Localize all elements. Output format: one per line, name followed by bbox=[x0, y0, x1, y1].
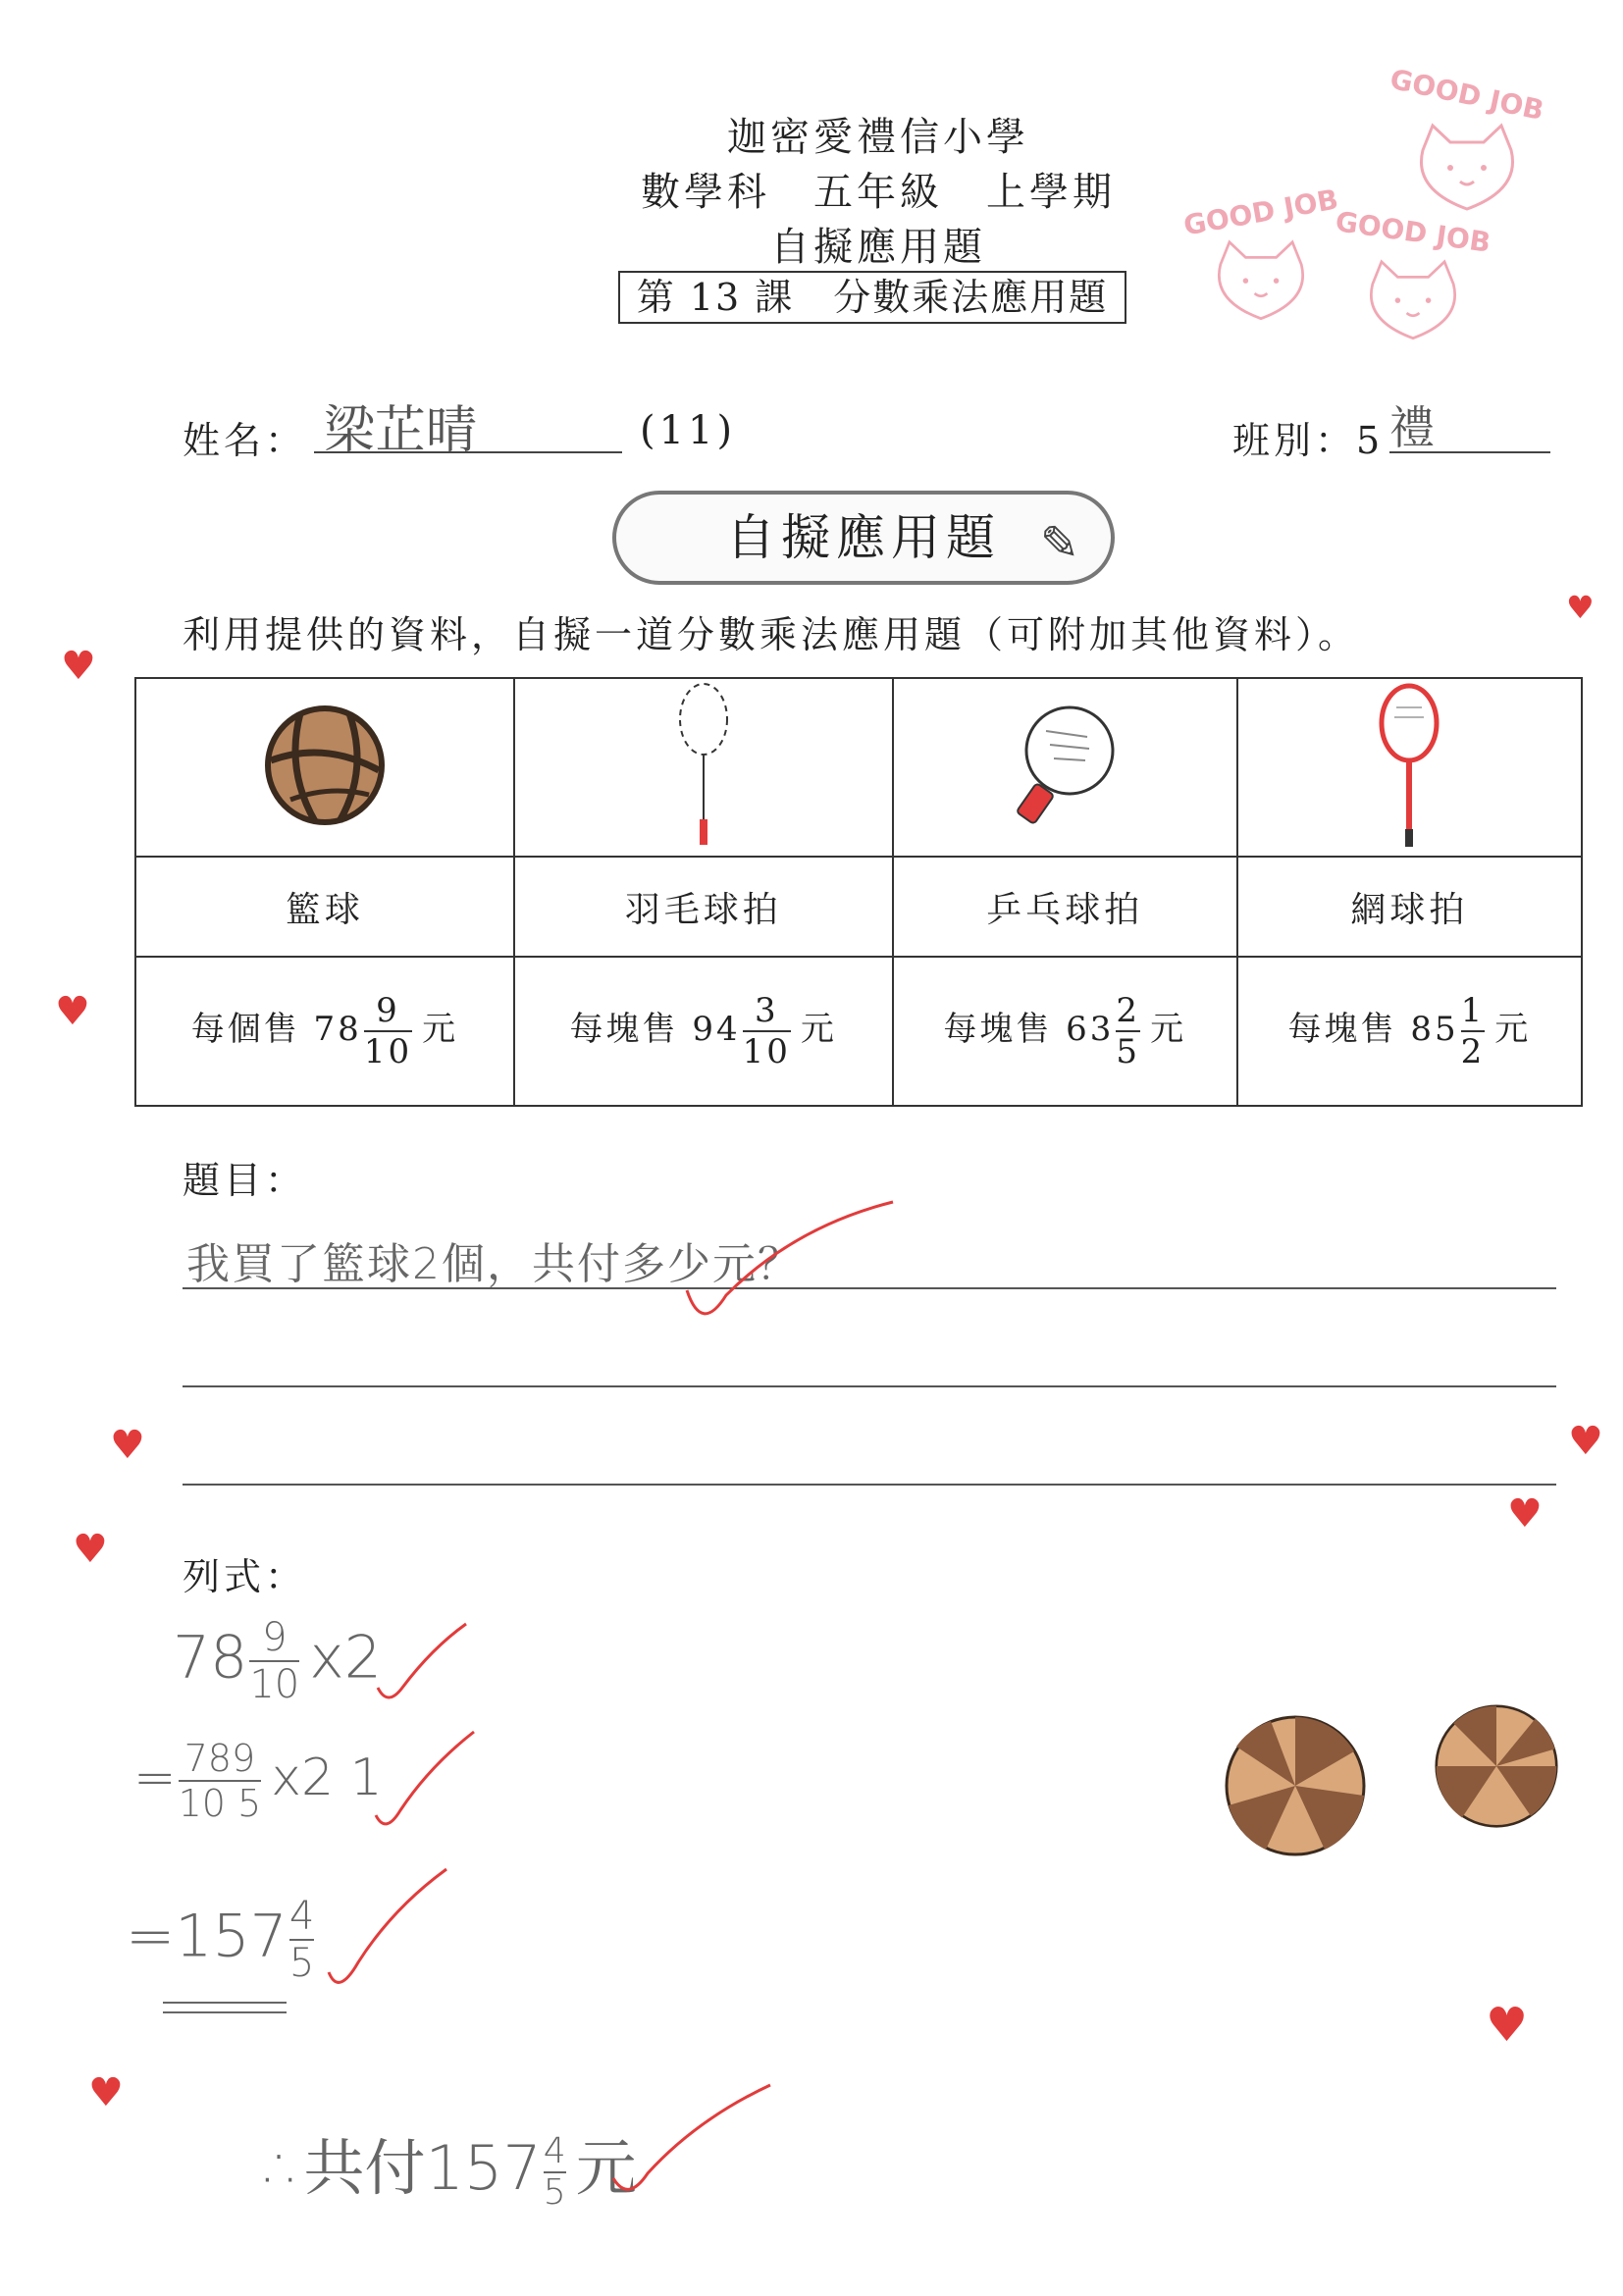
heart-icon: ♥ bbox=[1568, 1419, 1603, 1464]
item-name: 籃球 bbox=[135, 857, 514, 957]
ping-pong-paddle-icon bbox=[1011, 702, 1119, 829]
fraction-denominator: 10 5 bbox=[178, 1782, 262, 1825]
worksheet-type: 自擬應用題 bbox=[770, 225, 986, 270]
price-prefix: 每塊售 bbox=[943, 1010, 1053, 1049]
price-prefix: 每塊售 bbox=[1287, 1010, 1397, 1049]
item-image-cell bbox=[135, 678, 514, 857]
fraction-denominator: 10 bbox=[742, 1032, 791, 1071]
price-unit: 元 bbox=[1494, 1010, 1532, 1049]
stamp-text: GOOD JOB bbox=[1387, 62, 1547, 128]
working-step-1[interactable] bbox=[173, 1615, 382, 1707]
badminton-racket-icon bbox=[674, 682, 733, 849]
step-suffix: x2 bbox=[309, 1623, 382, 1693]
price-fraction bbox=[364, 991, 412, 1071]
price-whole: 63 bbox=[1066, 1010, 1115, 1049]
answer-line[interactable] bbox=[183, 1385, 1556, 1387]
question-label: 題目： bbox=[183, 1159, 307, 1202]
working-step-3[interactable] bbox=[126, 1894, 324, 1986]
subject-line: 數學科 五年級 上學期 bbox=[641, 170, 1116, 215]
price-unit: 元 bbox=[422, 1010, 459, 1049]
fraction-numerator: 789 bbox=[183, 1737, 256, 1780]
fraction-numerator: 4 bbox=[543, 2131, 566, 2171]
item-price bbox=[1237, 957, 1582, 1106]
fraction-numerator: 3 bbox=[754, 991, 779, 1030]
price-fraction bbox=[743, 991, 791, 1071]
section-title-text: 自擬應用題 bbox=[726, 509, 1001, 566]
heart-icon: ♥ bbox=[88, 2070, 124, 2115]
section-title bbox=[612, 491, 1115, 585]
pencil-icon: ✎ bbox=[1039, 516, 1085, 571]
student-number: (11) bbox=[640, 408, 737, 453]
item-name: 羽毛球拍 bbox=[514, 857, 893, 957]
question-answer[interactable]: 我買了籃球2個，共付多少元？ bbox=[186, 1239, 803, 1289]
answer-whole: 157 bbox=[425, 2132, 542, 2204]
tennis-racket-icon bbox=[1375, 682, 1443, 849]
stamp-text: GOOD JOB bbox=[1333, 205, 1493, 259]
step-whole: 157 bbox=[175, 1902, 288, 1971]
heart-icon: ♥ bbox=[61, 644, 96, 689]
fraction-denominator: 10 bbox=[249, 1662, 300, 1707]
heart-icon: ♥ bbox=[1486, 1998, 1529, 2053]
school-name: 迦密愛禮信小學 bbox=[727, 115, 1029, 160]
class-label: 班別：5 bbox=[1232, 419, 1385, 462]
heart-icon: ♥ bbox=[110, 1423, 145, 1468]
price-fraction bbox=[1116, 991, 1140, 1071]
fraction-denominator: 5 bbox=[543, 2172, 566, 2213]
stamp-good-job-2 bbox=[1178, 183, 1344, 343]
price-unit: 元 bbox=[1150, 1010, 1187, 1049]
price-prefix: 每塊售 bbox=[569, 1010, 679, 1049]
step-fraction bbox=[289, 1894, 314, 1986]
item-image-cell bbox=[514, 678, 893, 857]
final-answer[interactable] bbox=[265, 2119, 637, 2213]
fraction-numerator: 4 bbox=[288, 1894, 315, 1939]
basketball-drawing-icon bbox=[1217, 1707, 1374, 1864]
basketball-drawing-icon bbox=[1428, 1697, 1565, 1835]
item-name: 網球拍 bbox=[1237, 857, 1582, 957]
stamp-good-job-3 bbox=[1330, 205, 1496, 363]
fraction-denominator: 5 bbox=[288, 1941, 315, 1986]
step-prefix: = bbox=[126, 1902, 176, 1971]
item-price bbox=[514, 957, 893, 1106]
working-step-2[interactable] bbox=[133, 1737, 383, 1825]
heart-icon: ♥ bbox=[1566, 589, 1595, 626]
fraction-numerator: 1 bbox=[1460, 991, 1486, 1030]
price-whole: 94 bbox=[692, 1010, 741, 1049]
double-underline bbox=[163, 2002, 287, 2013]
price-unit: 元 bbox=[800, 1010, 837, 1049]
heart-icon: ♥ bbox=[55, 989, 90, 1034]
check-mark-icon bbox=[371, 1727, 479, 1835]
item-image-cell bbox=[1237, 678, 1582, 857]
item-price bbox=[893, 957, 1237, 1106]
cat-face-icon bbox=[1187, 229, 1335, 337]
name-field[interactable] bbox=[314, 389, 622, 460]
heart-icon: ♥ bbox=[1507, 1491, 1543, 1537]
stamp-text: GOOD JOB bbox=[1180, 183, 1341, 242]
cat-face-icon bbox=[1393, 111, 1541, 229]
check-mark-icon bbox=[324, 1864, 451, 1992]
price-whole: 85 bbox=[1410, 1010, 1459, 1049]
fraction-numerator: 2 bbox=[1116, 991, 1141, 1030]
step-whole: 78 bbox=[173, 1623, 248, 1693]
fraction-numerator: 9 bbox=[262, 1615, 288, 1660]
answer-prefix: ∴共付 bbox=[265, 2132, 426, 2204]
instruction: 利用提供的資料，自擬一道分數乘法應用題（可附加其他資料）。 bbox=[183, 613, 1360, 656]
step-prefix: = bbox=[133, 1748, 177, 1807]
price-prefix: 每個售 bbox=[190, 1010, 300, 1049]
price-fraction bbox=[1461, 991, 1486, 1071]
step-fraction bbox=[179, 1737, 262, 1825]
step-suffix: x2 1 bbox=[271, 1748, 383, 1807]
name-label: 姓名： bbox=[183, 419, 307, 462]
lesson-title: 第 13 課 分數乘法應用題 bbox=[618, 271, 1126, 324]
item-image-cell bbox=[893, 678, 1237, 857]
answer-fraction bbox=[544, 2132, 566, 2213]
answer-unit: 元 bbox=[575, 2132, 637, 2204]
check-mark-icon bbox=[608, 2080, 775, 2198]
price-whole: 78 bbox=[313, 1010, 362, 1049]
answer-line[interactable] bbox=[183, 1484, 1556, 1486]
working-label: 列式： bbox=[183, 1555, 307, 1598]
check-mark-icon bbox=[677, 1197, 903, 1334]
fraction-denominator: 2 bbox=[1460, 1032, 1486, 1071]
class-field[interactable] bbox=[1389, 392, 1550, 453]
cat-face-icon bbox=[1339, 248, 1487, 356]
check-mark-icon bbox=[373, 1619, 471, 1707]
fraction-denominator: 5 bbox=[1116, 1032, 1141, 1071]
name-value: 梁芷晴 bbox=[324, 401, 478, 460]
item-name: 乒乓球拍 bbox=[893, 857, 1237, 957]
fraction-numerator: 9 bbox=[376, 991, 400, 1030]
step-fraction bbox=[249, 1615, 299, 1707]
class-value: 禮 bbox=[1389, 401, 1435, 454]
basketball-icon bbox=[261, 702, 389, 829]
heart-icon: ♥ bbox=[73, 1527, 108, 1572]
item-price bbox=[135, 957, 514, 1106]
fraction-denominator: 10 bbox=[363, 1032, 413, 1071]
items-table bbox=[134, 677, 1583, 1107]
